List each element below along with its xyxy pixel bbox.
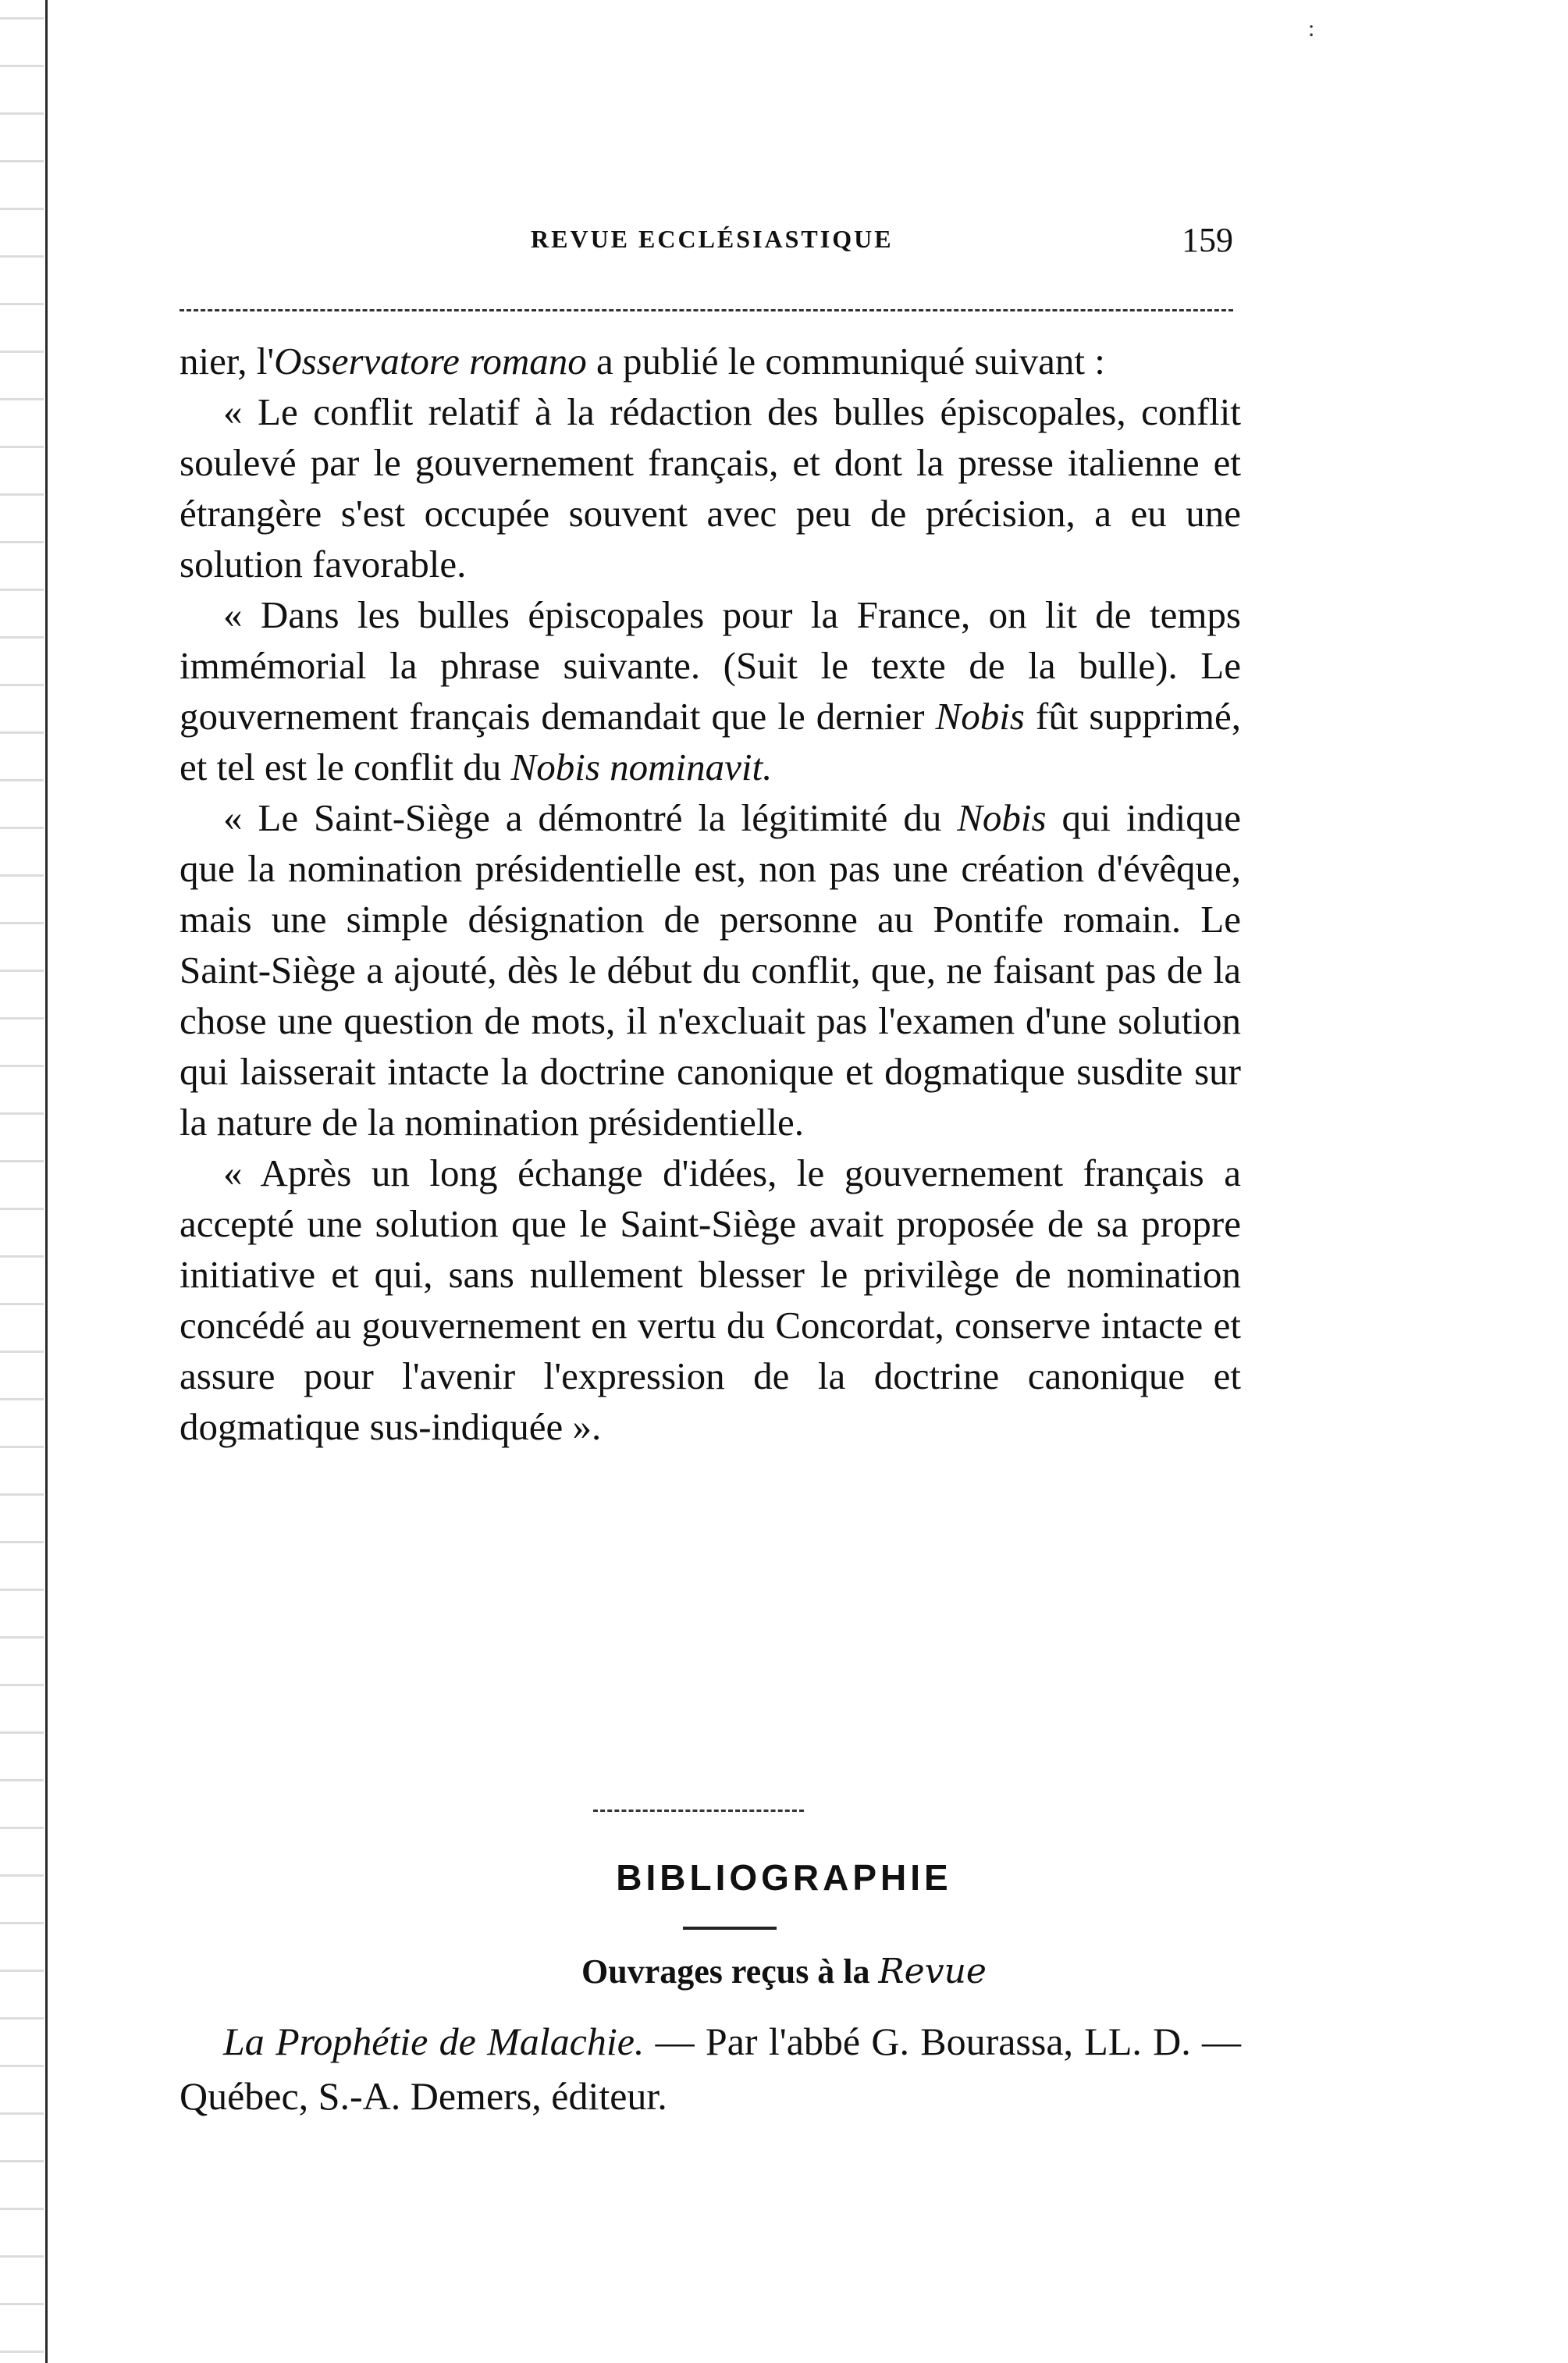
article-body <box>180 336 1241 1452</box>
paragraph-2: « Le conflit relatif à la rédaction des bulles épiscopales, conflit soulevé par le gouvernement français, et dont la presse italienne et étrangère s'est occupée souvent avec peu de précision, a eu une solution favorable. <box>180 390 1241 585</box>
p3-nobis: Nobis <box>935 695 1025 738</box>
newspaper-title: Osservatore romano <box>274 340 587 383</box>
header-rule <box>180 309 1233 311</box>
running-header <box>180 220 1233 267</box>
page-edge-line <box>45 0 48 2363</box>
paragraph-4 <box>180 792 1241 1148</box>
page-number: 159 <box>1182 221 1233 259</box>
p3-a: « Dans les bulles épiscopales pour la France, on lit de temps immémorial la phrase suivante. (Suit le texte de la bulle). Le gouvernement français demandait que le dernier <box>180 593 1241 738</box>
paragraph-5: « Après un long échange d'idées, le gouvernement français a accepté une solution que le Saint-Siège avait proposée de sa propre initiative et qui, sans nullement blesser le privilège de nomination concédé au gouvernement en vertu du Concordat, conserve intacte et assure pour l'avenir l'expression de la doctrine canonique et dogmatique sus-indiquée ». <box>180 1151 1241 1448</box>
book-details: — Par l'abbé G. Bourassa, LL. D. — Québec, S.-A. Demers, éditeur. <box>180 2020 1241 2118</box>
running-title: REVUE ECCLÉSIASTIQUE <box>531 225 894 253</box>
p1-lead: nier, l' <box>180 340 275 383</box>
p3-c: fût supprimé, et tel est le conflit du <box>180 695 1242 788</box>
scan-mark: : <box>1308 16 1315 41</box>
p4-c: qui indique que la nomination présidentielle est, non pas une création d'évêque, mais une simple désignation de personne au Pontife romain. Le Saint-Siège a ajouté, dès le début du conflit, que, ne faisant pas de la chose une question de mots, il n'excluait pas l'examen d'une solution qui laisserait intacte la doctrine canonique et dogmatique susdite sur la nature de la nomination présidentielle. <box>180 796 1241 1144</box>
bibliography-heading: BIBLIOGRAPHIE <box>616 1857 952 1898</box>
scan-margin-noise <box>0 0 44 2363</box>
p1-rest: a publié le communiqué suivant : <box>586 340 1105 383</box>
received-works-line <box>0 1952 1568 1991</box>
received-prefix: Ouvrages reçus à la <box>581 1952 879 1991</box>
book-entry <box>180 2014 1241 2123</box>
book-entry-text <box>180 2014 1241 2123</box>
p4-nobis: Nobis <box>957 796 1047 839</box>
bibliography-rule <box>683 1927 777 1930</box>
p3-nobis-nominavit: Nobis nominavit. <box>510 746 773 788</box>
paragraph-1 <box>180 336 1241 386</box>
p4-a: « Le Saint-Siège a démontré la légitimité du <box>223 796 958 839</box>
paragraph-3 <box>180 589 1241 792</box>
section-separator <box>593 1810 804 1812</box>
received-revue: Revue <box>878 1952 987 1991</box>
book-title: La Prophétie de Malachie. <box>223 2020 645 2063</box>
